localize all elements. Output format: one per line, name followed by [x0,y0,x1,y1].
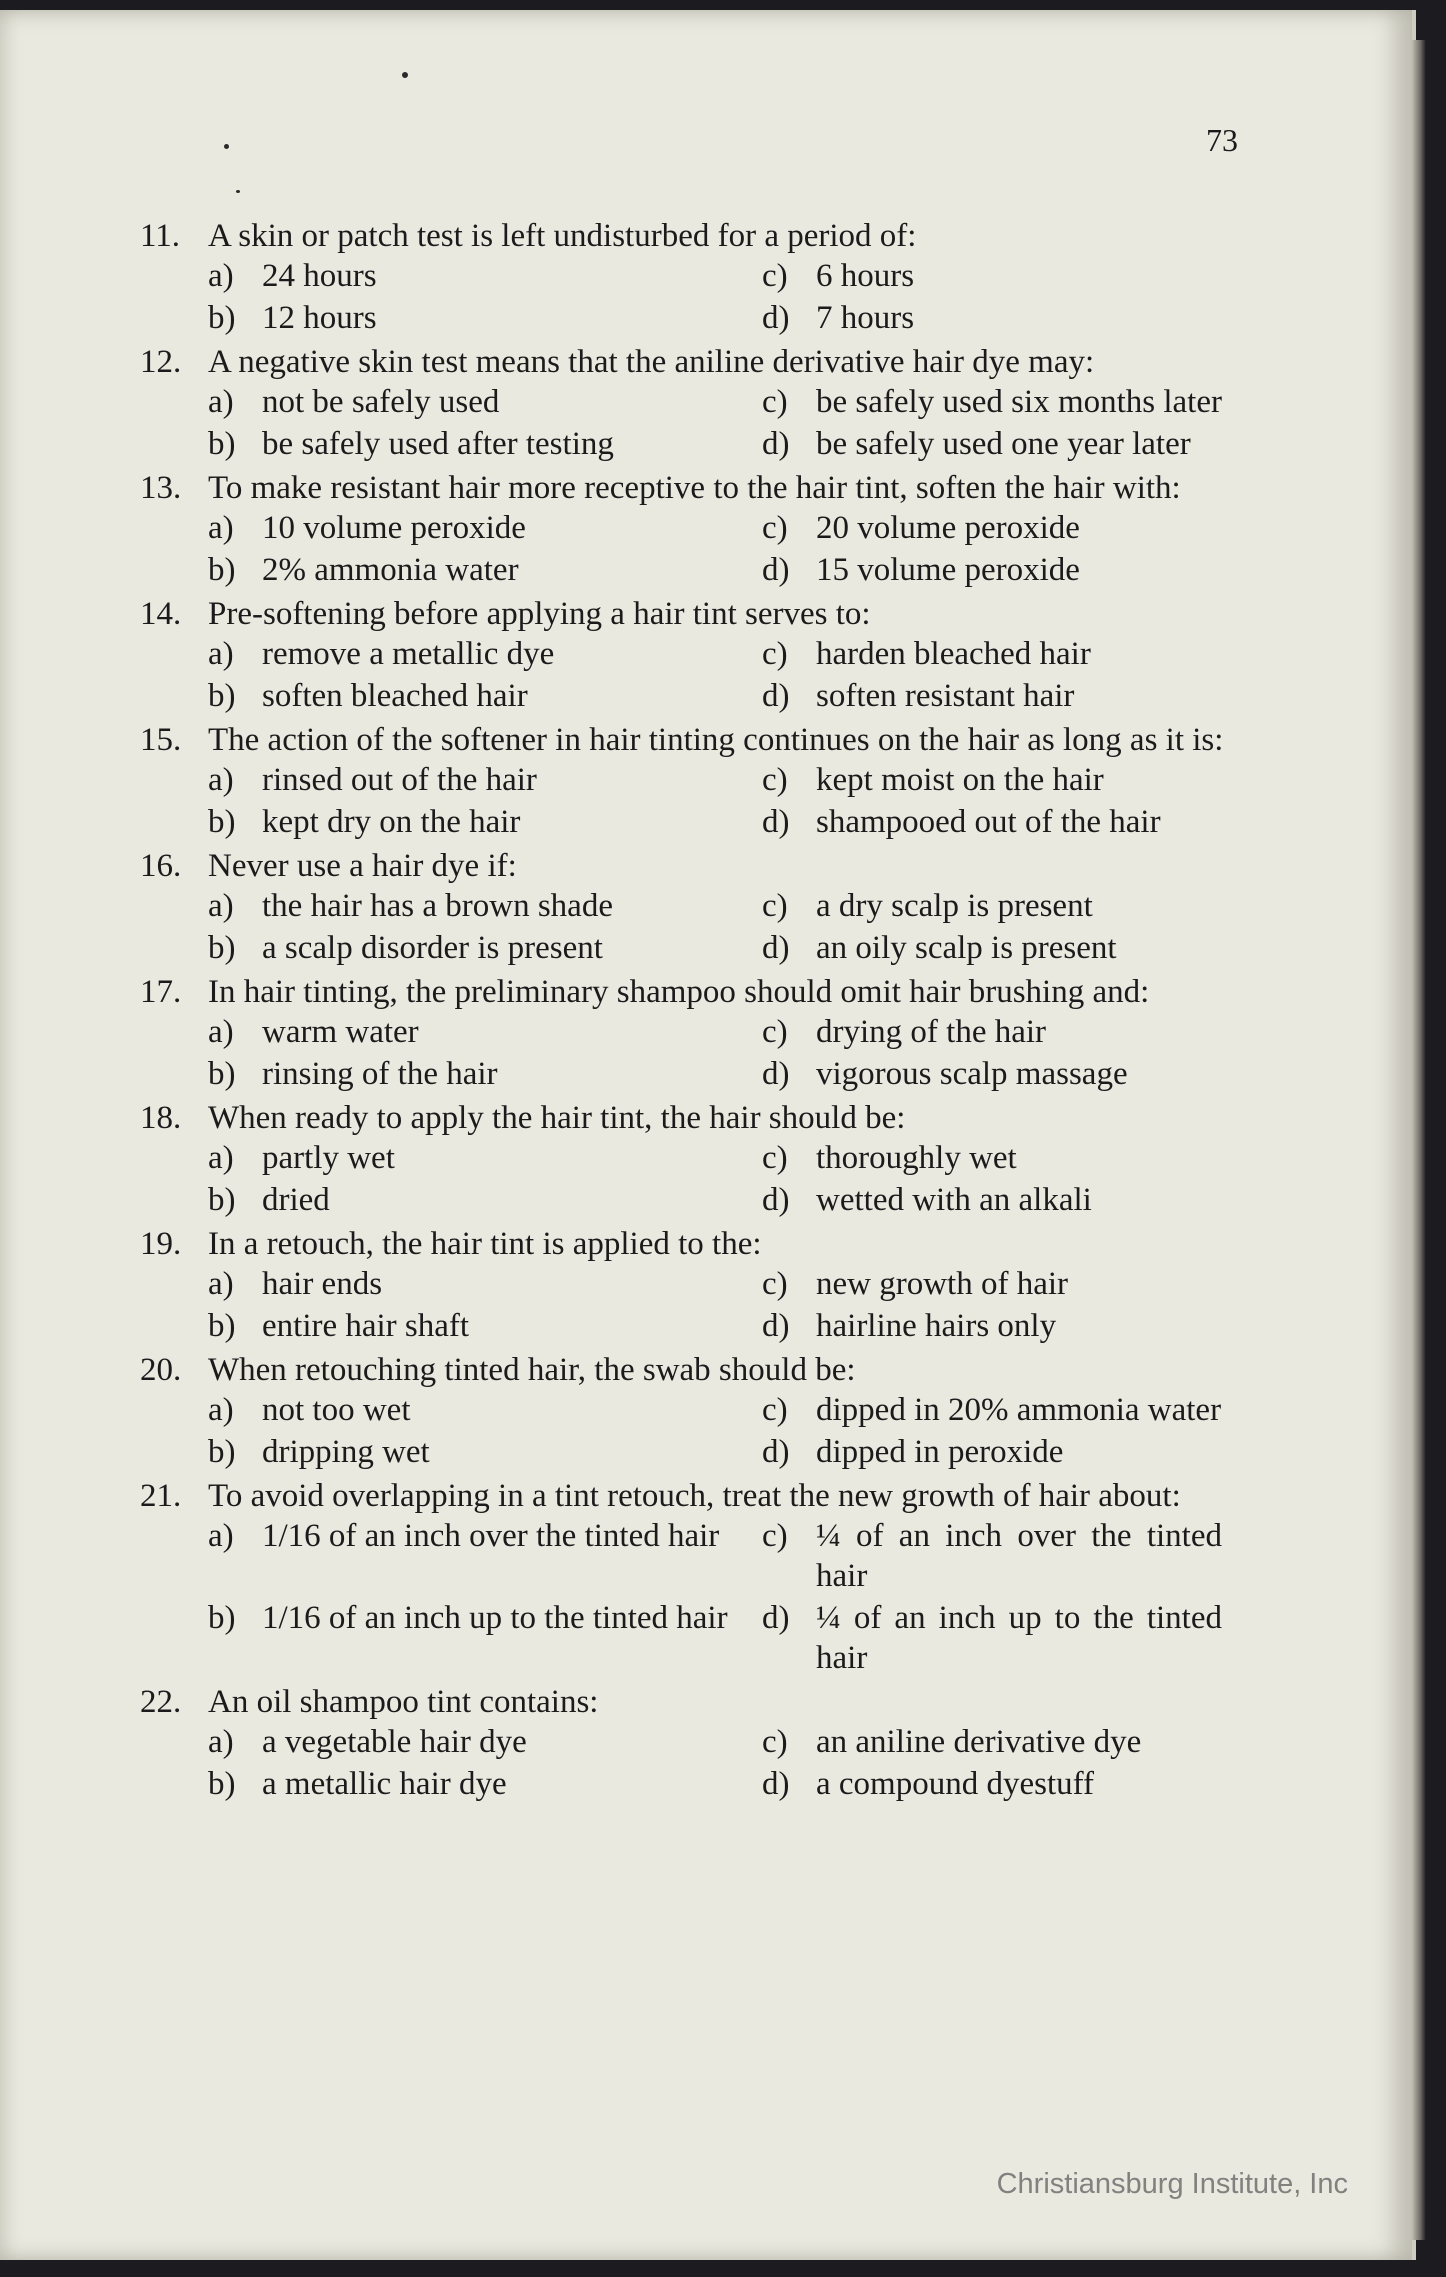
option-c [762,508,1248,548]
option-letter: b) [208,552,236,588]
option-text: 2% ammonia water [262,552,519,588]
ink-speck [402,72,408,78]
option-text: a metallic hair dye [262,1766,507,1802]
option-text: be safely used after testing [262,426,614,462]
option-b [208,676,762,716]
question-item [140,720,1248,842]
question-number: 18. [140,1100,182,1136]
option-letter: c) [762,1014,788,1050]
option-letter: b) [208,300,236,336]
option-letter: b) [208,1600,236,1636]
option-text: an oily scalp is present [816,930,1117,966]
question-number: 21. [140,1478,182,1514]
option-d [762,1054,1248,1094]
question-stem [140,846,1248,886]
option-d [762,1306,1248,1346]
book-page [0,10,1416,2260]
option-text: partly wet [262,1140,395,1176]
question-text: To make resistant hair more receptive to the hair tint, soften the hair with: [208,470,1181,506]
option-text: ¼ of an inch over the tinted hair [816,1518,1222,1594]
option-b [208,424,762,464]
option-letter: c) [762,636,788,672]
option-d [762,802,1248,842]
option-d [762,298,1248,338]
watermark: Christiansburg Institute, Inc [996,2168,1348,2200]
question-text: In hair tinting, the preliminary shampoo should omit hair brushing and: [208,974,1150,1010]
question-number: 22. [140,1684,182,1720]
option-text: remove a metallic dye [262,636,555,672]
option-text: be safely used six months later [816,384,1222,420]
option-letter: d) [762,1766,790,1802]
answer-options [208,1390,1248,1472]
option-b [208,1306,762,1346]
question-text: The action of the softener in hair tinting continues on the hair as long as it is: [208,722,1224,758]
option-letter: b) [208,804,236,840]
option-a [208,1012,762,1052]
option-letter: c) [762,510,788,546]
question-item [140,1476,1248,1678]
option-text: drying of the hair [816,1014,1047,1050]
option-letter: b) [208,426,236,462]
question-text: When retouching tinted hair, the swab should be: [208,1352,856,1388]
option-text: rinsing of the hair [262,1056,498,1092]
question-text: In a retouch, the hair tint is applied to the: [208,1226,762,1262]
option-c [762,634,1248,674]
option-letter: a) [208,1392,234,1428]
question-number: 15. [140,722,182,758]
option-b [208,298,762,338]
option-letter: a) [208,1724,234,1760]
question-number: 17. [140,974,182,1010]
question-number: 13. [140,470,182,506]
question-text: Never use a hair dye if: [208,848,517,884]
option-a [208,1138,762,1178]
option-text: dipped in peroxide [816,1434,1064,1470]
option-letter: c) [762,1724,788,1760]
option-text: rinsed out of the hair [262,762,537,798]
option-letter: a) [208,888,234,924]
option-a [208,760,762,800]
option-text: 12 hours [262,300,377,336]
option-letter: a) [208,1014,234,1050]
option-c [762,1722,1248,1762]
option-letter: c) [762,1266,788,1302]
option-letter: a) [208,258,234,294]
option-text: kept dry on the hair [262,804,521,840]
answer-options [208,1012,1248,1094]
option-b [208,1180,762,1220]
option-letter: a) [208,1140,234,1176]
option-c [762,1516,1248,1596]
option-text: an aniline derivative dye [816,1724,1142,1760]
question-stem [140,1224,1248,1264]
option-letter: a) [208,762,234,798]
ink-speck [224,144,229,149]
question-item [140,468,1248,590]
option-text: dripping wet [262,1434,430,1470]
question-stem [140,594,1248,634]
option-text: wetted with an alkali [816,1182,1092,1218]
option-letter: c) [762,888,788,924]
option-letter: c) [762,1392,788,1428]
question-item [140,1350,1248,1472]
question-stem [140,216,1248,256]
option-text: new growth of hair [816,1266,1069,1302]
option-a [208,1516,762,1596]
answer-options [208,256,1248,338]
option-letter: b) [208,1056,236,1092]
answer-options [208,382,1248,464]
option-letter: d) [762,1056,790,1092]
option-letter: a) [208,384,234,420]
ink-speck [236,190,240,193]
question-number: 20. [140,1352,182,1388]
question-stem [140,468,1248,508]
question-item [140,1224,1248,1346]
option-d [762,928,1248,968]
option-letter: a) [208,1266,234,1302]
option-letter: c) [762,258,788,294]
option-letter: b) [208,678,236,714]
option-text: dried [262,1182,330,1218]
option-text: a scalp disorder is present [262,930,603,966]
option-c [762,886,1248,926]
page-number: 73 [1206,122,1238,158]
option-b [208,1432,762,1472]
option-d [762,424,1248,464]
option-letter: b) [208,1766,236,1802]
option-letter: d) [762,1434,790,1470]
answer-options [208,1722,1248,1804]
option-text: a vegetable hair dye [262,1724,527,1760]
option-text: soften resistant hair [816,678,1075,714]
option-text: ¼ of an inch up to the tinted hair [816,1600,1222,1676]
option-c [762,1264,1248,1304]
option-d [762,1432,1248,1472]
option-letter: d) [762,426,790,462]
question-text: To avoid overlapping in a tint retouch, treat the new growth of hair about: [208,1478,1181,1514]
option-b [208,928,762,968]
question-text: A skin or patch test is left undisturbed for a period of: [208,218,917,254]
question-stem [140,1098,1248,1138]
question-item [140,972,1248,1094]
option-b [208,802,762,842]
option-letter: c) [762,384,788,420]
option-letter: b) [208,1434,236,1470]
answer-options [208,634,1248,716]
option-text: warm water [262,1014,419,1050]
question-number: 16. [140,848,182,884]
option-a [208,1722,762,1762]
question-item [140,1098,1248,1220]
option-letter: b) [208,1182,236,1218]
option-c [762,256,1248,296]
option-text: 7 hours [816,300,915,336]
option-c [762,382,1248,422]
option-a [208,1264,762,1304]
option-text: thoroughly wet [816,1140,1017,1176]
question-stem [140,972,1248,1012]
option-a [208,1390,762,1430]
option-text: 1/16 of an inch up to the tinted hair [262,1600,728,1636]
option-c [762,760,1248,800]
option-text: soften bleached hair [262,678,528,714]
question-number: 14. [140,596,182,632]
option-text: entire hair shaft [262,1308,470,1344]
option-d [762,1764,1248,1804]
question-stem [140,342,1248,382]
option-b [208,1598,762,1678]
option-text: 6 hours [816,258,915,294]
option-text: 20 volume peroxide [816,510,1080,546]
question-item [140,1682,1248,1804]
question-stem [140,1350,1248,1390]
option-letter: d) [762,1600,790,1636]
option-letter: b) [208,930,236,966]
option-text: a compound dyestuff [816,1766,1095,1802]
option-text: hair ends [262,1266,383,1302]
option-text: 15 volume peroxide [816,552,1080,588]
question-item [140,216,1248,338]
option-a [208,508,762,548]
option-text: not too wet [262,1392,411,1428]
option-a [208,886,762,926]
answer-options [208,1516,1248,1678]
question-number: 19. [140,1226,182,1262]
option-d [762,550,1248,590]
option-letter: c) [762,1140,788,1176]
option-a [208,382,762,422]
option-text: kept moist on the hair [816,762,1104,798]
option-text: dipped in 20% ammonia water [816,1392,1222,1428]
option-text: the hair has a brown shade [262,888,613,924]
option-c [762,1138,1248,1178]
option-letter: d) [762,678,790,714]
option-text: shampooed out of the hair [816,804,1161,840]
answer-options [208,760,1248,842]
option-letter: d) [762,300,790,336]
option-letter: c) [762,762,788,798]
question-number: 12. [140,344,182,380]
option-text: hairline hairs only [816,1308,1057,1344]
option-c [762,1012,1248,1052]
option-b [208,1054,762,1094]
answer-options [208,508,1248,590]
option-letter: d) [762,552,790,588]
option-text: 10 volume peroxide [262,510,526,546]
option-text: harden bleached hair [816,636,1091,672]
question-item [140,846,1248,968]
question-text: Pre-softening before applying a hair tint serves to: [208,596,871,632]
option-text: vigorous scalp massage [816,1056,1128,1092]
option-letter: d) [762,1308,790,1344]
option-a [208,256,762,296]
answer-options [208,1264,1248,1346]
question-list [140,216,1248,1808]
option-letter: a) [208,1518,234,1554]
question-text: When ready to apply the hair tint, the hair should be: [208,1100,906,1136]
option-text: 24 hours [262,258,377,294]
option-a [208,634,762,674]
page-edge [1412,40,1426,2240]
question-stem [140,720,1248,760]
question-item [140,594,1248,716]
question-stem [140,1476,1248,1516]
option-letter: a) [208,636,234,672]
option-text: a dry scalp is present [816,888,1093,924]
option-b [208,550,762,590]
option-d [762,1598,1248,1678]
question-stem [140,1682,1248,1722]
question-text: An oil shampoo tint contains: [208,1684,599,1720]
option-d [762,1180,1248,1220]
option-letter: d) [762,930,790,966]
option-d [762,676,1248,716]
question-number: 11. [140,218,181,254]
answer-options [208,886,1248,968]
option-letter: d) [762,1182,790,1218]
answer-options [208,1138,1248,1220]
option-b [208,1764,762,1804]
question-text: A negative skin test means that the aniline derivative hair dye may: [208,344,1095,380]
option-letter: a) [208,510,234,546]
option-text: 1/16 of an inch over the tinted hair [262,1518,720,1554]
question-item [140,342,1248,464]
option-c [762,1390,1248,1430]
option-letter: c) [762,1518,788,1554]
option-text: not be safely used [262,384,500,420]
option-letter: b) [208,1308,236,1344]
option-text: be safely used one year later [816,426,1191,462]
option-letter: d) [762,804,790,840]
